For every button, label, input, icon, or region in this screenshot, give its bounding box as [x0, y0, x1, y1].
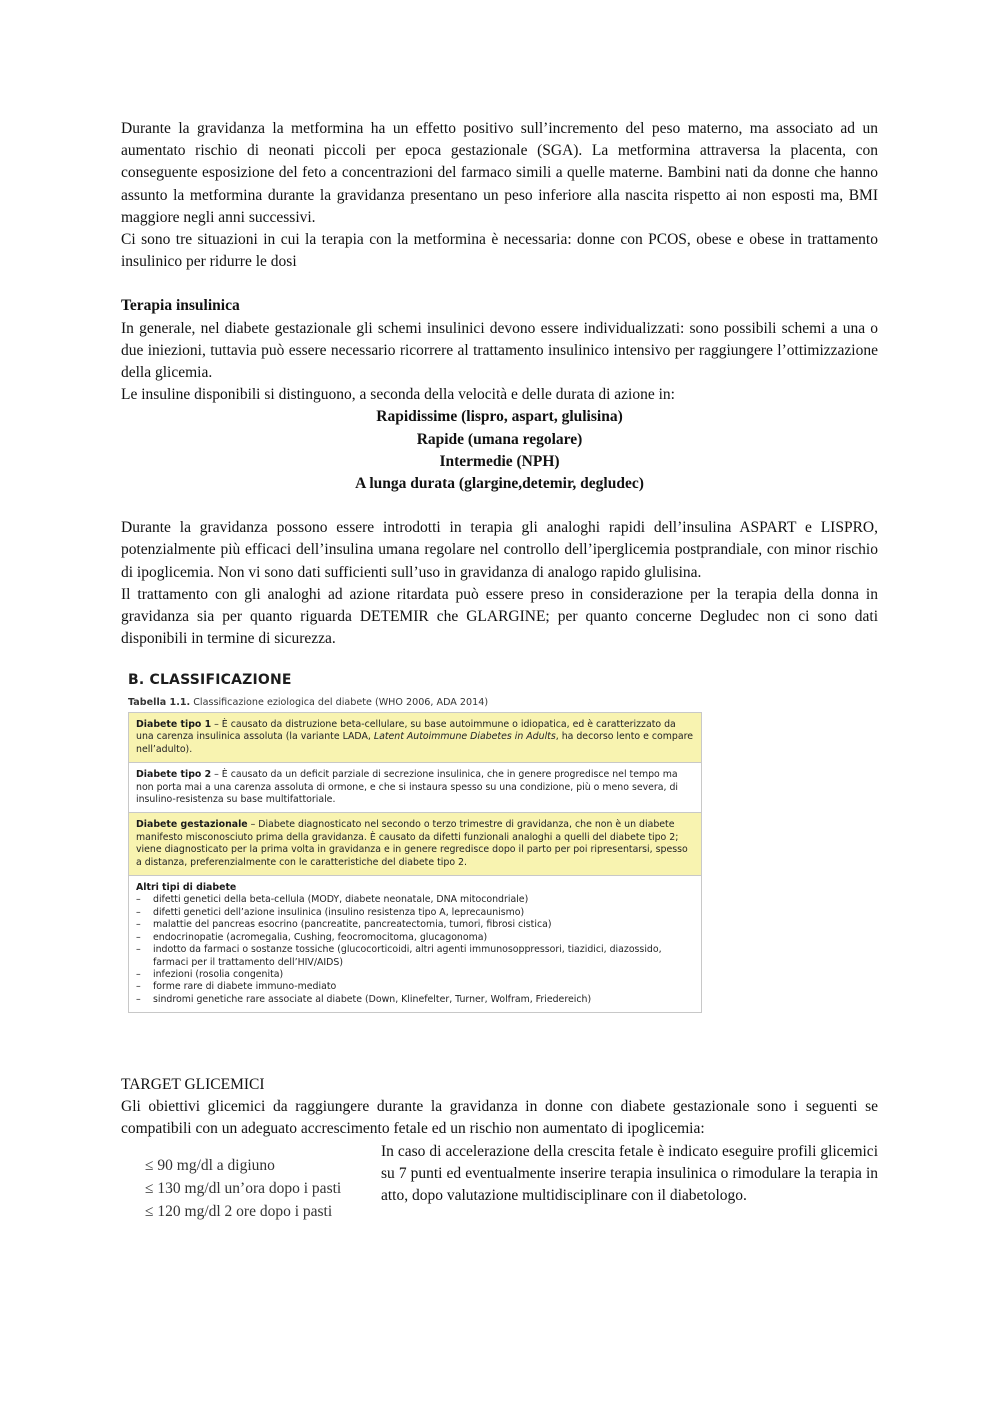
insulin-types-list — [121, 406, 878, 495]
section-heading-terapia-insulinica: Terapia insulinica — [121, 297, 240, 315]
row-lead: Diabete tipo 2 — [136, 769, 212, 781]
glycemic-targets-list — [145, 1154, 370, 1223]
insulin-type-item: Rapidissime (lispro, aspart, glulisina) — [376, 408, 623, 426]
row-lead: Altri tipi di diabete — [136, 882, 237, 894]
paragraph-metformina-indicazioni: Ci sono tre situazioni in cui la terapia con la metformina è necessaria: donne con PCOS, obese e obese in trattamento insulinico per ridurre le dosi — [121, 231, 878, 271]
paragraph-metformina-effetti: Durante la gravidanza la metformina ha un effetto positivo sull’incremento del peso materno, ma associato ad un aumentato rischio di neonati piccoli per epoca gestazionale (SGA). La metformina attraversa la placenta, con conseguente esposizione del feto a concentrazioni del farmaco simili a quelle materne. Bambini nati da donne che hanno assunto la metformina durante la gravidanza presentano un peso inferiore alla nascita rispetto ai non esposti ma, BMI maggiore negli anni successivi. — [121, 120, 878, 226]
altri-tipi-list — [136, 894, 693, 1006]
paragraph-analoghi-rapidi: Durante la gravidanza possono essere introdotti in terapia gli analoghi rapidi dell’insulina ASPART e LISPRO, potenzialmente più efficaci dell’insulina umana regolare nel controllo dell’iperglicemia postprandiale, con minor rischio di ipoglicemia. Non vi sono dati sufficienti sull’uso in gravidanza di analogo rapido glulisina. — [121, 519, 878, 581]
paragraph-obiettivi-glicemici: Gli obiettivi glicemici da raggiungere durante la gravidanza in donne con diabete gestazionale sono i seguenti se compatibili con un adeguato accrescimento fetale ed un rischio non aumentato di ipoglicemia: — [121, 1098, 878, 1138]
row-lead: Diabete gestazionale — [136, 819, 248, 831]
dash-bullet: – — [136, 968, 141, 980]
list-item: – forme rare di diabete immuno-mediato — [136, 981, 337, 993]
table-row-diabete-tipo-2 — [129, 763, 701, 813]
classification-table — [128, 712, 702, 1013]
dash-bullet: – — [136, 906, 141, 918]
dash-bullet: – — [136, 931, 141, 943]
list-item: – difetti genetici dell’azione insulinica (insulino resistenza tipo A, leprecaunismo) — [136, 906, 525, 918]
row-lead: Diabete tipo 1 — [136, 719, 212, 730]
table-caption-text: Classificazione eziologica del diabete (WHO 2006, ADA 2014) — [190, 697, 489, 708]
insulin-type-item: Rapide (umana regolare) — [416, 430, 583, 448]
list-item: – indotto da farmaci o sostanze tossiche (glucocorticoidi, altri agenti immunosoppressori, tiazidici, diazossido, farmaci per il trattamento dell’HIV/AIDS) — [136, 944, 662, 968]
glycemic-target-item: ≤ 120 mg/dl 2 ore dopo i pasti — [145, 1202, 333, 1220]
list-item: – endocrinopatie (acromegalia, Cushing, feocromocitoma, glucagonoma) — [136, 931, 488, 943]
table-row-diabete-gestazionale — [129, 813, 701, 876]
dash-bullet: – — [136, 894, 141, 906]
paragraph-crescita-fetale: In caso di accelerazione della crescita fetale è indicato eseguire profili glicemici su 7 punti ed eventualmente inserire terapia insulinica o rimodulare la terapia in atto, dopo valutazione multidisciplinare con il diabetologo. — [381, 1142, 878, 1205]
list-item: – malattie del pancreas esocrino (pancreatite, pancreatectomia, tumori, fibrosi cistica) — [136, 919, 552, 931]
table-row-diabete-tipo-1 — [129, 713, 701, 763]
list-item: – infezioni (rosolia congenita) — [136, 968, 284, 980]
table-caption — [128, 697, 703, 708]
row-text-italic: Latent Autoimmune Diabetes in Adults — [373, 731, 556, 743]
classification-figure — [128, 672, 703, 1013]
paragraph-insuline-disponibili: Le insuline disponibili si distinguono, a seconda della velocità e delle durata di azione in: — [121, 386, 675, 404]
row-text: – Diabete diagnosticato nel secondo o terzo trimestre di gravidanza, che non è un diabete manifesto misconosciuto prima della gravidanza. È causato da difetti funzionali analoghi a quelli del diabete tipo 2; viene diagnosticato per la prima volta in gravidanza e in genere regredisce dopo il parto per poi ripresentarsi, spesso a distanza, preferenzialmente con le caratteristiche del diabete tipo 2. — [136, 819, 688, 868]
dash-bullet: – — [136, 919, 141, 931]
target-row — [121, 1141, 878, 1241]
list-item: – difetti genetici della beta-cellula (MODY, diabete neonatale, DNA mitocondriale) — [136, 894, 529, 906]
dash-bullet: – — [136, 944, 141, 956]
document-body — [121, 118, 878, 650]
glycemic-target-item: ≤ 90 mg/dl a digiuno — [145, 1156, 275, 1174]
section-heading-target-glicemici: TARGET GLICEMICI — [121, 1076, 265, 1093]
insulin-type-item: A lunga durata (glargine,detemir, degludec) — [355, 475, 644, 493]
row-text: , ha decorso lento e compare nell’adulto). — [136, 731, 694, 755]
dash-bullet: – — [136, 981, 141, 993]
spacer — [121, 495, 878, 517]
row-text: – È causato da un deficit parziale di secrezione insulinica, che in genere progredisce nel tempo ma non porta mai a una carenza assoluta di ormone, e che si instaura spesso su una condizione, più o meno severa, di insulino-resistenza su base multifattoriale. — [136, 769, 679, 806]
dash-bullet: – — [136, 993, 141, 1005]
table-caption-number: Tabella 1.1. — [128, 697, 191, 708]
figure-title: B. CLASSIFICAZIONE — [128, 672, 292, 688]
paragraph-analoghi-ritardati: Il trattamento con gli analoghi ad azione ritardata può essere preso in considerazione per la terapia della donna in gravidanza sia per quanto riguarda DETEMIR che GLARGINE; per quanto concerne Degludec non ci sono dati disponibili in termine di sicurezza. — [121, 585, 878, 648]
target-glicemici-section — [121, 1074, 878, 1241]
insulin-type-item: Intermedie (NPH) — [439, 452, 560, 470]
list-item: – sindromi genetiche rare associate al diabete (Down, Klinefelter, Turner, Wolfram, Friedereich) — [136, 993, 592, 1005]
row-text: – È causato da distruzione beta-cellulare, su base autoimmune o idiopatica, ed è caratterizzato da una carenza insulinica assoluta (la variante LADA, — [136, 719, 676, 743]
table-row-altri-tipi — [129, 876, 701, 1012]
glycemic-target-item: ≤ 130 mg/dl un’ora dopo i pasti — [145, 1179, 342, 1197]
spacer — [121, 273, 878, 295]
paragraph-schemi-insulinici: In generale, nel diabete gestazionale gli schemi insulinici devono essere individualizzati: sono possibili schemi a una o due iniezioni, tuttavia può essere necessario ricorrere al trattamento insulinico intensivo per raggiungere l’ottimizzazione della glicemia. — [121, 319, 878, 382]
